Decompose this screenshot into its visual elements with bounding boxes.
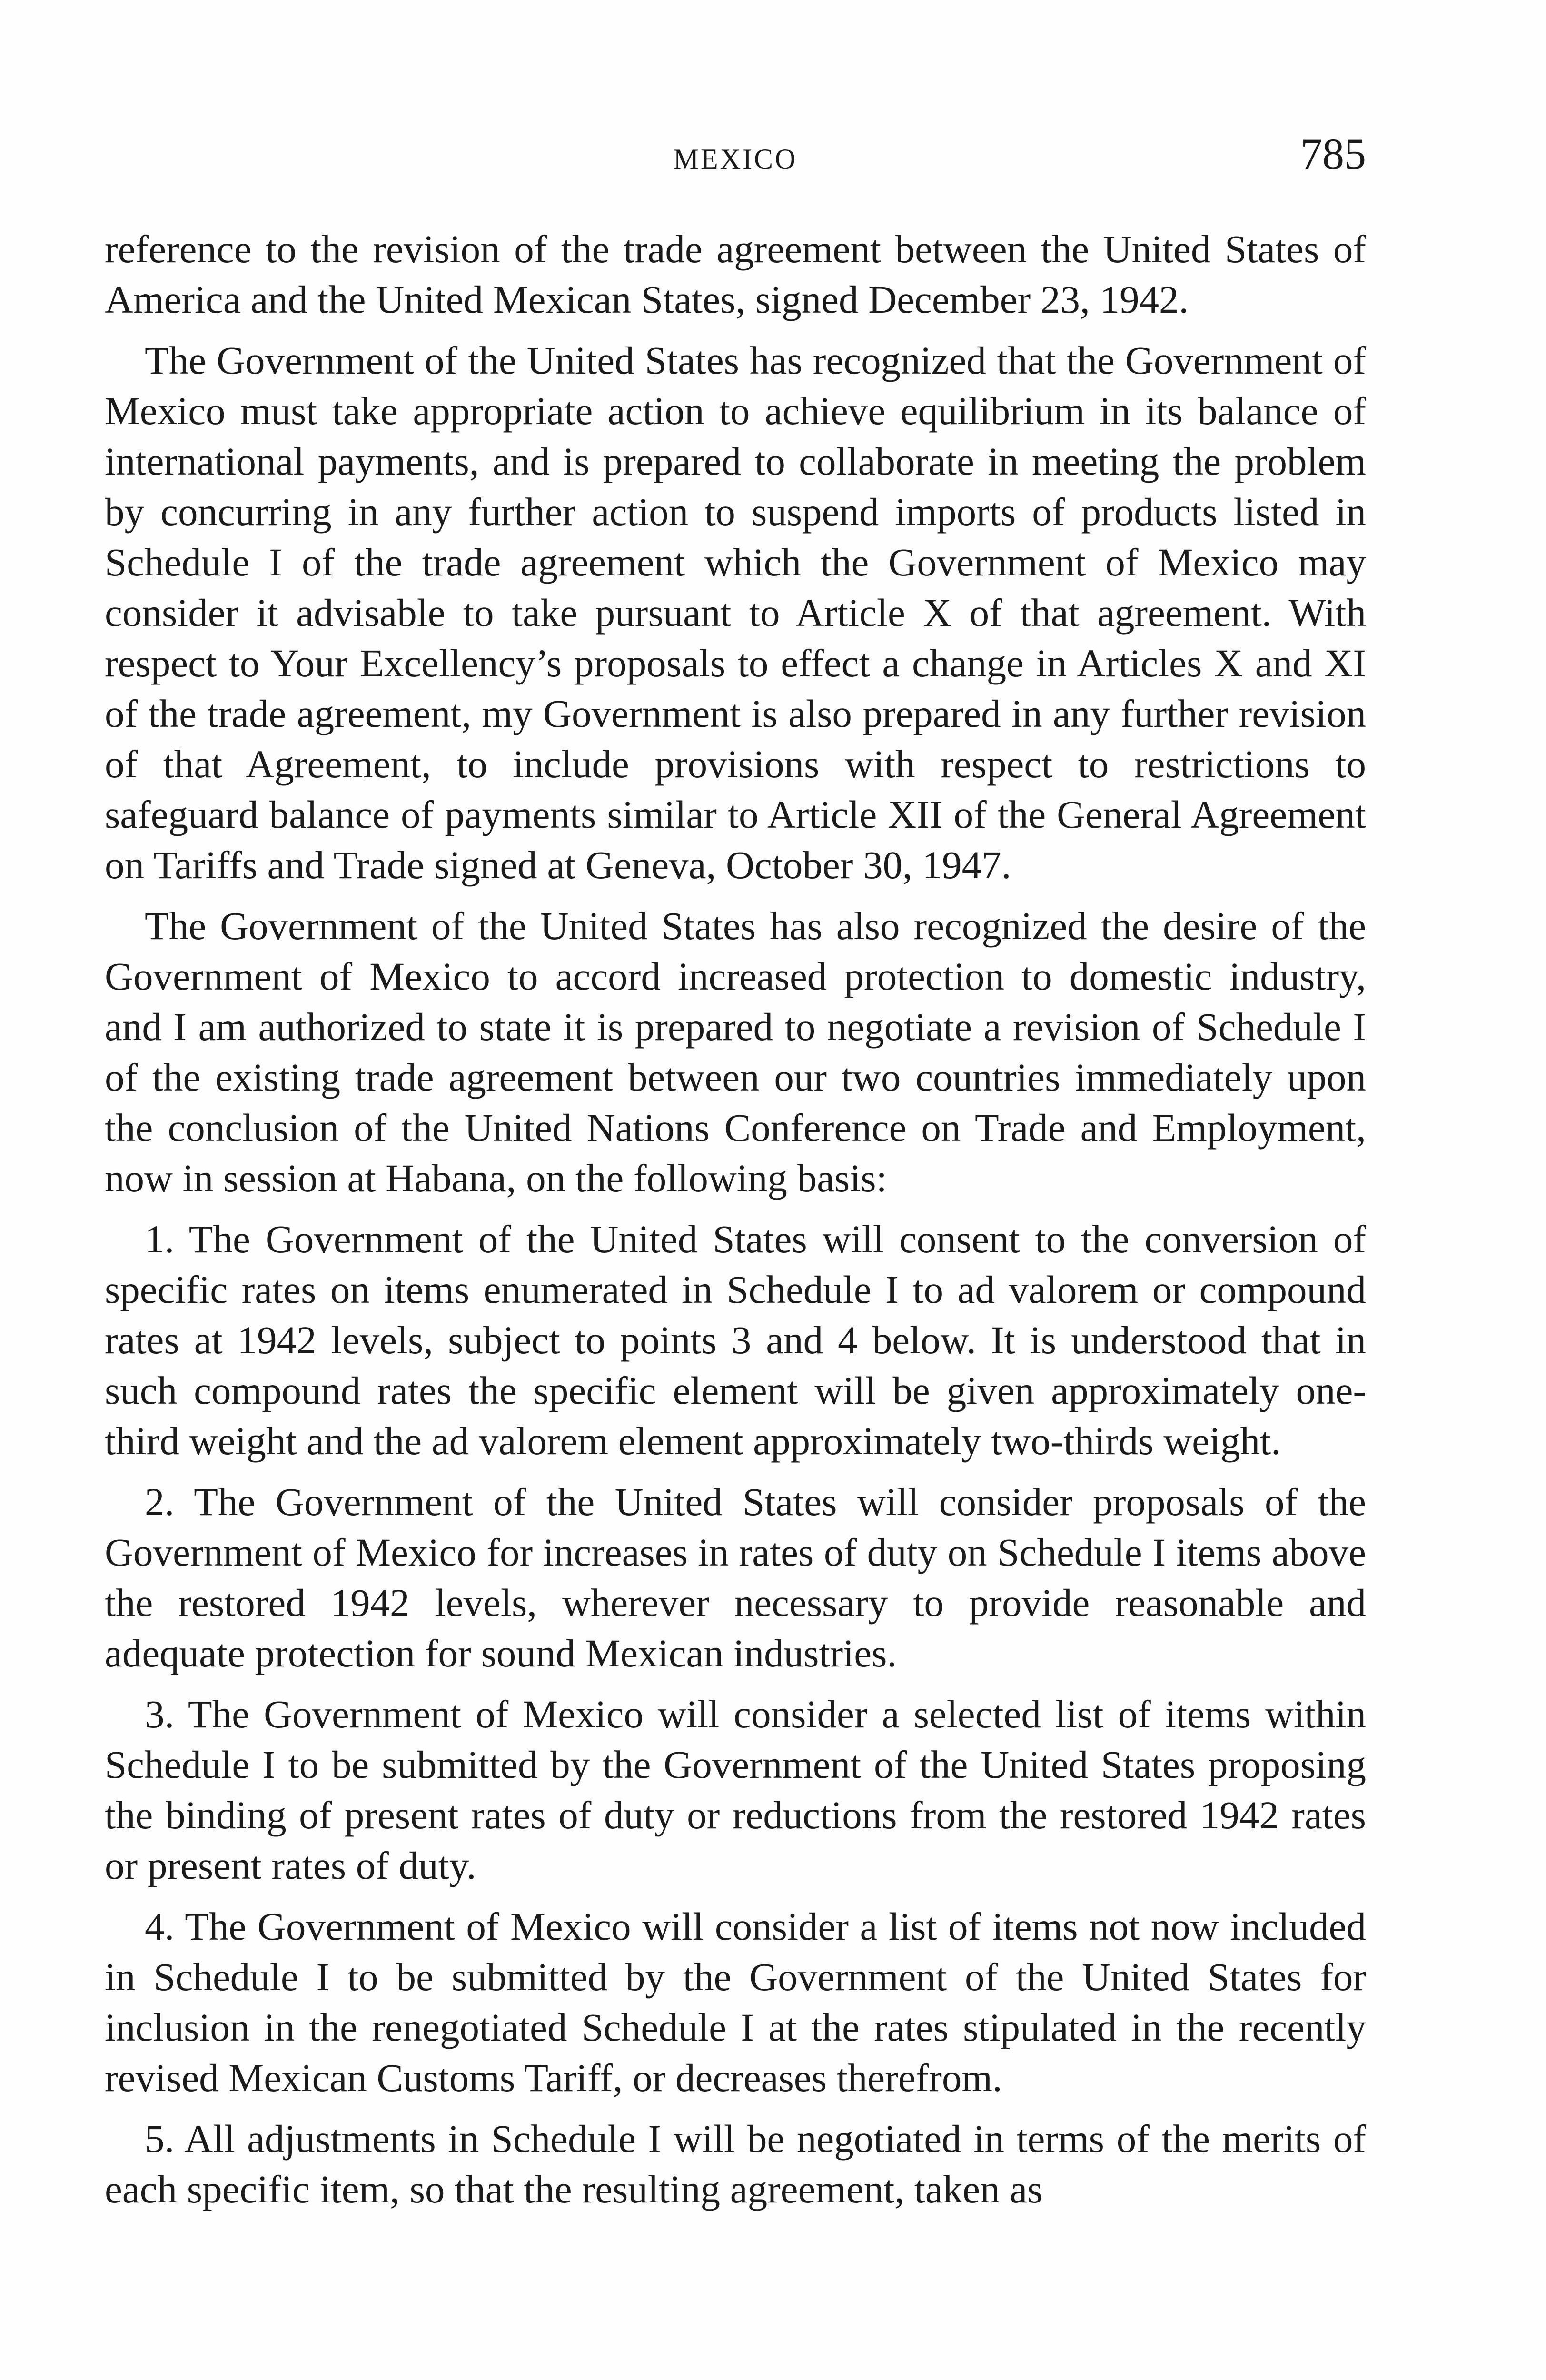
body-text [105,224,1366,2225]
list-item-3: 3. The Government of Mexico will consider a selected list of items within Schedule I to be submitted by the Government of the United States proposing the binding of present rates of duty or reductions from the restored 1942 rates or present rates of duty. [105,1692,1366,1887]
list-item-2: 2. The Government of the United States will consider proposals of the Government of Mexico for increases in rates of duty on Schedule I items above the restored 1942 levels, wherever necessary to provide reasonable and adequate protection for sound Mexican industries. [105,1480,1366,1675]
page-number: 785 [1300,129,1366,178]
paragraph-increased-protection: The Government of the United States has also recognized the desire of the Government of Mexico to accord increased protection to domestic industry, and I am authorized to state it is prepared to negotiate a revision of Schedule I of the existing trade agreement between our two countries immediately upon the conclusion of the United Nations Conference on Trade and Employment, now in session at Habana, on the following basis: [105,904,1366,1200]
running-head: MEXICO [673,143,798,175]
page-header [105,129,1366,190]
list-item-1: 1. The Government of the United States will consent to the conversion of specific rates on items enumerated in Schedule I to ad valorem or compound rates at 1942 levels, subject to points 3 and 4 below. It is understood that in such compound rates the specific element will be given approximately one-third weight and the ad valorem element approximately two-thirds weight. [105,1217,1366,1463]
list-item-4: 4. The Government of Mexico will consider a list of items not now included in Schedule I to be submitted by the Government of the United States for inclusion in the renegotiated Schedule I at the rates stipulated in the recently revised Mexican Customs Tariff, or decreases therefrom. [105,1904,1366,2100]
paragraph-continuation: reference to the revision of the trade agreement between the United States of America and the United Mexican States, signed December 23, 1942. [105,227,1366,321]
paragraph-balance-of-payments: The Government of the United States has recognized that the Government of Mexico must take appropriate action to achieve equilibrium in its balance of international payments, and is prepared to collaborate in meeting the problem by concurring in any further action to suspend imports of products listed in Schedule I of the trade agreement which the Government of Mexico may consider it advisable to take pursuant to Article X of that agreement. With respect to Your Excellency’s proposals to effect a change in Articles X and XI of the trade agreement, my Government is also prepared in any further revision of that Agreement, to include provisions with respect to restrictions to safeguard balance of payments similar to Article XII of the General Agreement on Tariffs and Trade signed at Geneva, October 30, 1947. [105,338,1366,887]
list-item-5: 5. All adjustments in Schedule I will be negotiated in terms of the merits of each specific item, so that the resulting agreement, taken as [105,2117,1366,2211]
